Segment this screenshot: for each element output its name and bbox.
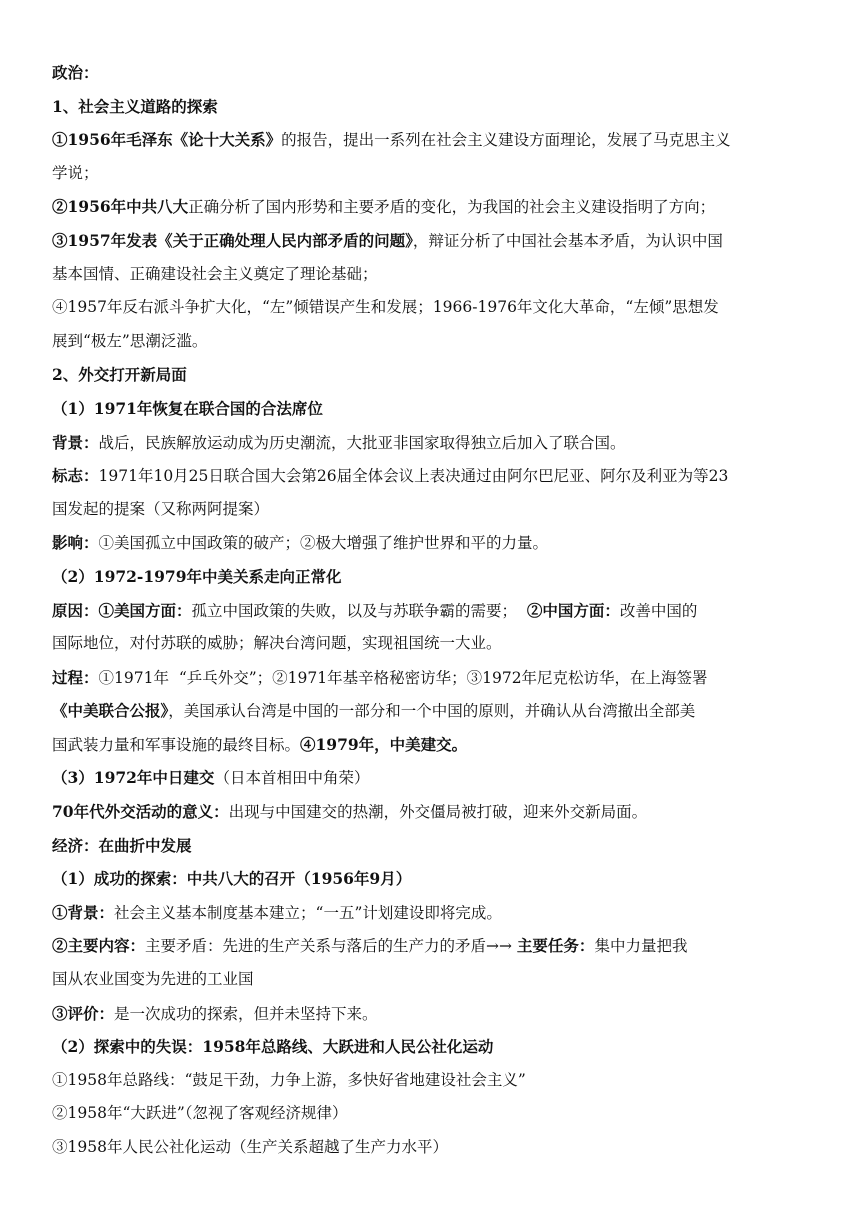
label: 背景： <box>52 432 99 452</box>
paragraph-line <box>52 123 812 157</box>
paragraph-line <box>52 997 812 1031</box>
label: ①背景： <box>52 902 115 922</box>
section-heading-economy: 经济：在曲折中发展 <box>52 835 192 855</box>
text-run: 出现与中国建交的热潮，外交僵局被打破，迎来外交新局面。 <box>228 803 648 822</box>
text-run: ①美国孤立中国政策的破产；②极大增强了维护世界和平的力量。 <box>98 534 549 553</box>
paragraph-line <box>52 929 812 963</box>
label: 影响： <box>52 533 99 553</box>
topic-heading <box>52 761 812 795</box>
text-run: 的报告，提出一系列在社会主义建设方面理论，发展了马克思主义 <box>281 131 731 150</box>
text-run: 主要矛盾：先进的生产关系与落后的生产力的矛盾→→ <box>145 937 517 956</box>
bold-phrase: ③1957年发表《关于正确处理人民内部矛盾的问题》 <box>52 230 413 250</box>
paragraph-line: ④1957年反右派斗争扩大化，“左”倾错误产生和发展；1966-1976年文化大革命，“左倾”思想发 <box>52 298 719 317</box>
paragraph-line <box>52 728 812 762</box>
paragraph-line <box>52 661 812 695</box>
label: 70年代外交活动的意义： <box>52 802 229 822</box>
paragraph-line <box>52 459 812 493</box>
paragraph-line: ②1958年“大跃进”（忽视了客观经济规律） <box>52 1104 348 1123</box>
text-run: 孤立中国政策的失败，以及与苏联争霸的需要； <box>191 601 527 620</box>
text-run: ，辩证分析了中国社会基本矛盾，为认识中国 <box>412 231 723 250</box>
bold-phrase: （3）1972年中日建交 <box>52 768 215 788</box>
paragraph-line <box>52 694 812 728</box>
topic-heading: （2）1972-1979年中美关系走向正常化 <box>52 566 342 586</box>
subsection-heading: 1、社会主义道路的探索 <box>52 96 218 116</box>
text-run: （日本首相田中角荣） <box>214 769 370 788</box>
paragraph-line <box>52 224 812 258</box>
text-run: 社会主义基本制度基本建立；“一五”计划建设即将完成。 <box>114 903 502 922</box>
label: 原因：①美国方面： <box>52 600 192 620</box>
text-run: ，美国承认台湾是中国的一部分和一个中国的原则，并确认从台湾撤出全部美 <box>168 702 696 721</box>
label: ②中国方面： <box>526 600 620 620</box>
subsection-heading: 2、外交打开新局面 <box>52 365 187 385</box>
text-run: 国武装力量和军事设施的最终目标。 <box>52 735 301 754</box>
label: 标志： <box>52 466 99 486</box>
paragraph-line: ③1958年人民公社化运动（生产关系超越了生产力水平） <box>52 1138 448 1156</box>
paragraph-line: ①1958年总路线：“鼓足干劲，力争上游，多快好省地建设社会主义” <box>52 1070 526 1089</box>
text-run: 集中力量把我 <box>594 937 688 956</box>
paragraph-line <box>52 795 812 829</box>
topic-heading: （1）成功的探索：中共八大的召开（1956年9月） <box>52 869 412 889</box>
section-heading-politics: 政治： <box>52 63 99 82</box>
label: 主要任务： <box>516 936 595 956</box>
text-run: 正确分析了国内形势和主要矛盾的变化，为我国的社会主义建设指明了方向； <box>188 198 716 217</box>
label: 过程： <box>52 667 99 687</box>
paragraph-line: 学说； <box>52 163 99 182</box>
text-run: ①1971年 “乒乓外交”；②1971年基辛格秘密访华；③1972年尼克松访华，在上海签署 <box>98 668 708 687</box>
paragraph-line <box>52 896 812 930</box>
topic-heading: （1）1971年恢复在联合国的合法席位 <box>52 398 323 418</box>
paragraph-line: 基本国情、正确建设社会主义奠定了理论基础； <box>52 264 378 283</box>
bold-phrase: ④1979年，中美建交。 <box>300 734 468 754</box>
text-run: 战后，民族解放运动成为历史潮流，大批亚非国家取得独立后加入了联合国。 <box>98 433 626 452</box>
bold-phrase: ②1956年中共八大 <box>52 197 189 217</box>
label: ②主要内容： <box>52 936 146 956</box>
paragraph-line: 国发起的提案（又称两阿提案） <box>52 499 270 518</box>
text-run: 1971年10月25日联合国大会第26届全体会议上表决通过由阿尔巴尼亚、阿尔及利亚为等23 <box>98 467 729 486</box>
paragraph-line: 展到“极左”思潮泛滥。 <box>52 331 208 350</box>
paragraph-line: 国从农业国变为先进的工业国 <box>52 970 254 989</box>
text-run: 是一次成功的探索，但并未坚持下来。 <box>114 1004 378 1023</box>
paragraph-line <box>52 594 812 628</box>
paragraph-line <box>52 426 812 460</box>
paragraph-line <box>52 190 812 224</box>
paragraph-line: 国际地位，对付苏联的威胁；解决台湾问题，实现祖国统一大业。 <box>52 634 502 653</box>
label: ③评价： <box>52 1003 115 1023</box>
bold-phrase: 《中美联合公报》 <box>52 701 169 721</box>
bold-phrase: ①1956年毛泽东《论十大关系》 <box>52 130 282 150</box>
text-run: 改善中国的 <box>619 601 698 620</box>
paragraph-line <box>52 526 812 560</box>
document-body <box>52 56 812 1165</box>
topic-heading: （2）探索中的失误：1958年总路线、大跃进和人民公社化运动 <box>52 1037 494 1057</box>
